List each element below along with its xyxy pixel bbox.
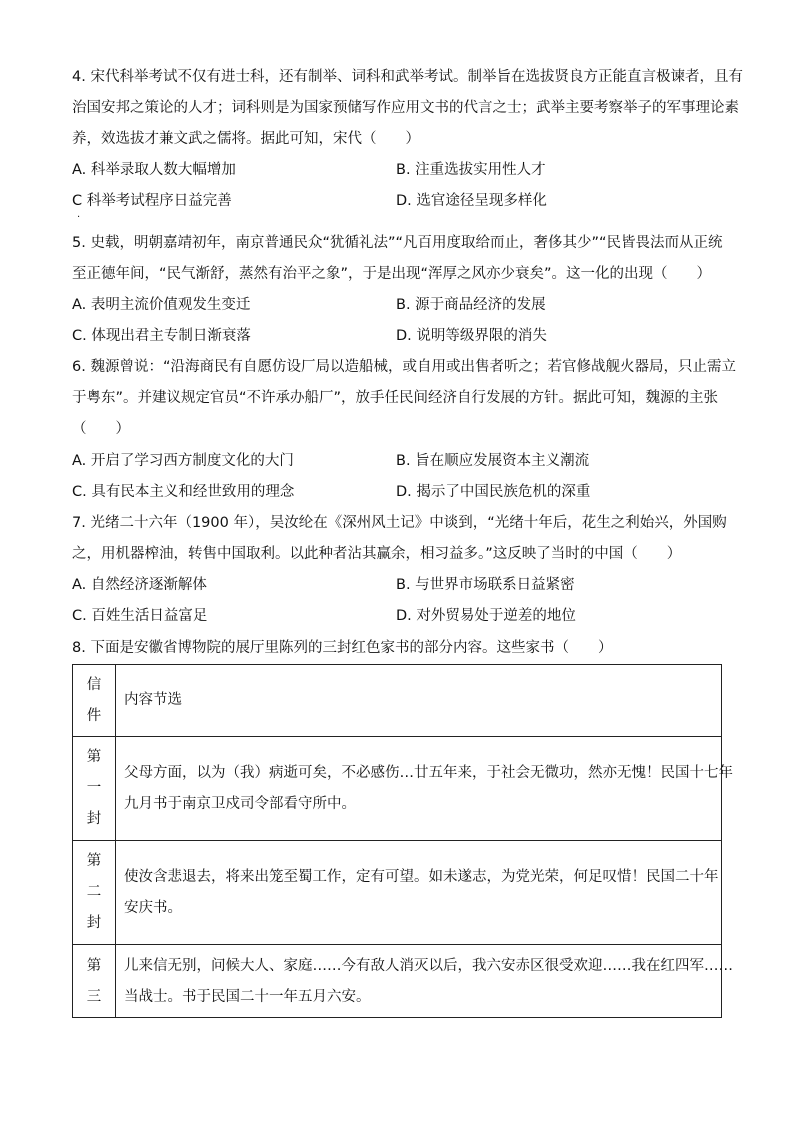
row-label-char: 封 — [86, 811, 102, 827]
row-content-line: 九月书于南京卫戍司令部看守所中。 — [124, 795, 356, 812]
q4-option-b: B. 注重选拔实用性人才 — [396, 162, 546, 178]
row-label-char: 第 — [86, 958, 102, 974]
q4-line-2: 治国安邦之策论的人才；词科则是为国家预储写作应用文书的代言之士；武举主要考察举子的军事理论素 — [72, 100, 739, 116]
table-row — [73, 737, 722, 841]
q5-option-d: D. 说明等级界限的消失 — [396, 328, 547, 344]
row-label-cell — [73, 737, 116, 841]
row-content-line: 儿来信无别，问候大人、家庭……今有敌人消灭以后，我六安赤区很受欢迎……我在红四军…… — [124, 958, 733, 974]
row-content-cell — [116, 945, 733, 1018]
q7-line-2: 之，用机器榨油，转售中国取利。以此种者沾其赢余，相习益多。”这反映了当时的中国（ ） — [72, 546, 682, 562]
q6-line-1: 6. 魏源曾说：“沿海商民有自愿仿设厂局以造船械，或自用或出售者听之；若官修战舰火器局，只止需立 — [72, 359, 736, 375]
row-content-cell — [116, 737, 733, 841]
row-label-char: 二 — [86, 884, 102, 900]
row-content-line: 当战士。书于民国二十一年五月六安。 — [124, 989, 371, 1005]
q7-line-1: 7. 光绪二十六年（1900 年），吴汝纶在《深州风土记》中谈到，“光绪十年后，花生之利始兴，外国购 — [72, 515, 727, 531]
letters-table — [72, 664, 733, 1018]
table-row — [73, 841, 722, 945]
row-label-char: 一 — [86, 780, 102, 796]
row-label-char: 三 — [86, 989, 102, 1005]
q6-option-b: B. 旨在顺应发展资本主义潮流 — [396, 453, 590, 469]
q4-option-c: C 科举考试程序日益完善 — [72, 193, 232, 209]
q7-option-c: C. 百姓生活日益富足 — [72, 608, 208, 624]
q5-option-c: C. 体现出君主专制日渐衰落 — [72, 328, 251, 344]
row-label-char: 封 — [86, 915, 102, 931]
q7-option-a: A. 自然经济逐渐解体 — [72, 577, 207, 593]
row-content-line: 使汝含悲退去，将来出笼至蜀工作，定有可望。如未遂志，为党光荣，何足叹惜！民国二十年 — [124, 868, 719, 885]
q4-option-d: D. 选官途径呈现多样化 — [396, 193, 547, 209]
q5-option-b: B. 源于商品经济的发展 — [396, 297, 546, 313]
q4-line-1: 4. 宋代科举考试不仅有进士科，还有制举、词科和武举考试。制举旨在选拔贤良方正能直言极谏者，且有 — [72, 69, 743, 85]
q5-line-1: 5. 史载，明朝嘉靖初年，南京普通民众“犹循礼法”“凡百用度取给而止，奢侈其少”“民皆畏法而从正统 — [72, 235, 723, 251]
q6-option-d: D. 揭示了中国民族危机的深重 — [396, 484, 591, 500]
header-letter-cell — [73, 665, 116, 737]
header-letter-char: 信 — [86, 676, 102, 693]
row-label-cell — [73, 841, 116, 945]
header-content-label: 内容节选 — [124, 692, 182, 708]
row-content-line: 安庆书。 — [124, 899, 182, 916]
q5-line-2: 至正德年间，“民气渐舒，蒸然有治平之象”，于是出现“浑厚之风亦少衰矣”。这一化的出现（ ） — [72, 266, 712, 282]
table-row — [73, 945, 722, 1018]
row-label-char: 第 — [86, 749, 102, 765]
q7-option-d: D. 对外贸易处于逆差的地位 — [396, 608, 576, 624]
stray-dot: · — [77, 212, 81, 223]
header-letter-char: 件 — [86, 707, 102, 724]
q4-line-3: 养，效选拔才兼文武之儒将。据此可知，宋代（ ） — [72, 131, 420, 147]
q8-line-1: 8. 下面是安徽省博物院的展厅里陈列的三封红色家书的部分内容。这些家书（ ） — [72, 640, 613, 656]
row-label-cell — [73, 945, 116, 1018]
table-header-row — [73, 665, 722, 737]
row-content-cell — [116, 841, 722, 945]
row-label-char: 第 — [86, 853, 102, 869]
q7-option-b: B. 与世界市场联系日益紧密 — [396, 577, 575, 593]
header-content-cell — [116, 665, 722, 737]
q6-line-3: （ ） — [72, 421, 130, 437]
q5-option-a: A. 表明主流价值观发生变迁 — [72, 297, 251, 313]
q6-line-2: 于粤东”。并建议规定官员“不许承办船厂”，放手任民间经济自行发展的方针。据此可知，魏源的主张 — [72, 390, 719, 406]
row-content-line: 父母方面，以为（我）病逝可矣，不必感伤…廿五年来，于社会无微功，然亦无愧！民国十七年 — [124, 764, 733, 781]
q6-option-a: A. 开启了学习西方制度文化的大门 — [72, 453, 294, 469]
q4-option-a: A. 科举录取人数大幅增加 — [72, 162, 236, 178]
q6-option-c: C. 具有民本主义和经世致用的理念 — [72, 484, 295, 500]
